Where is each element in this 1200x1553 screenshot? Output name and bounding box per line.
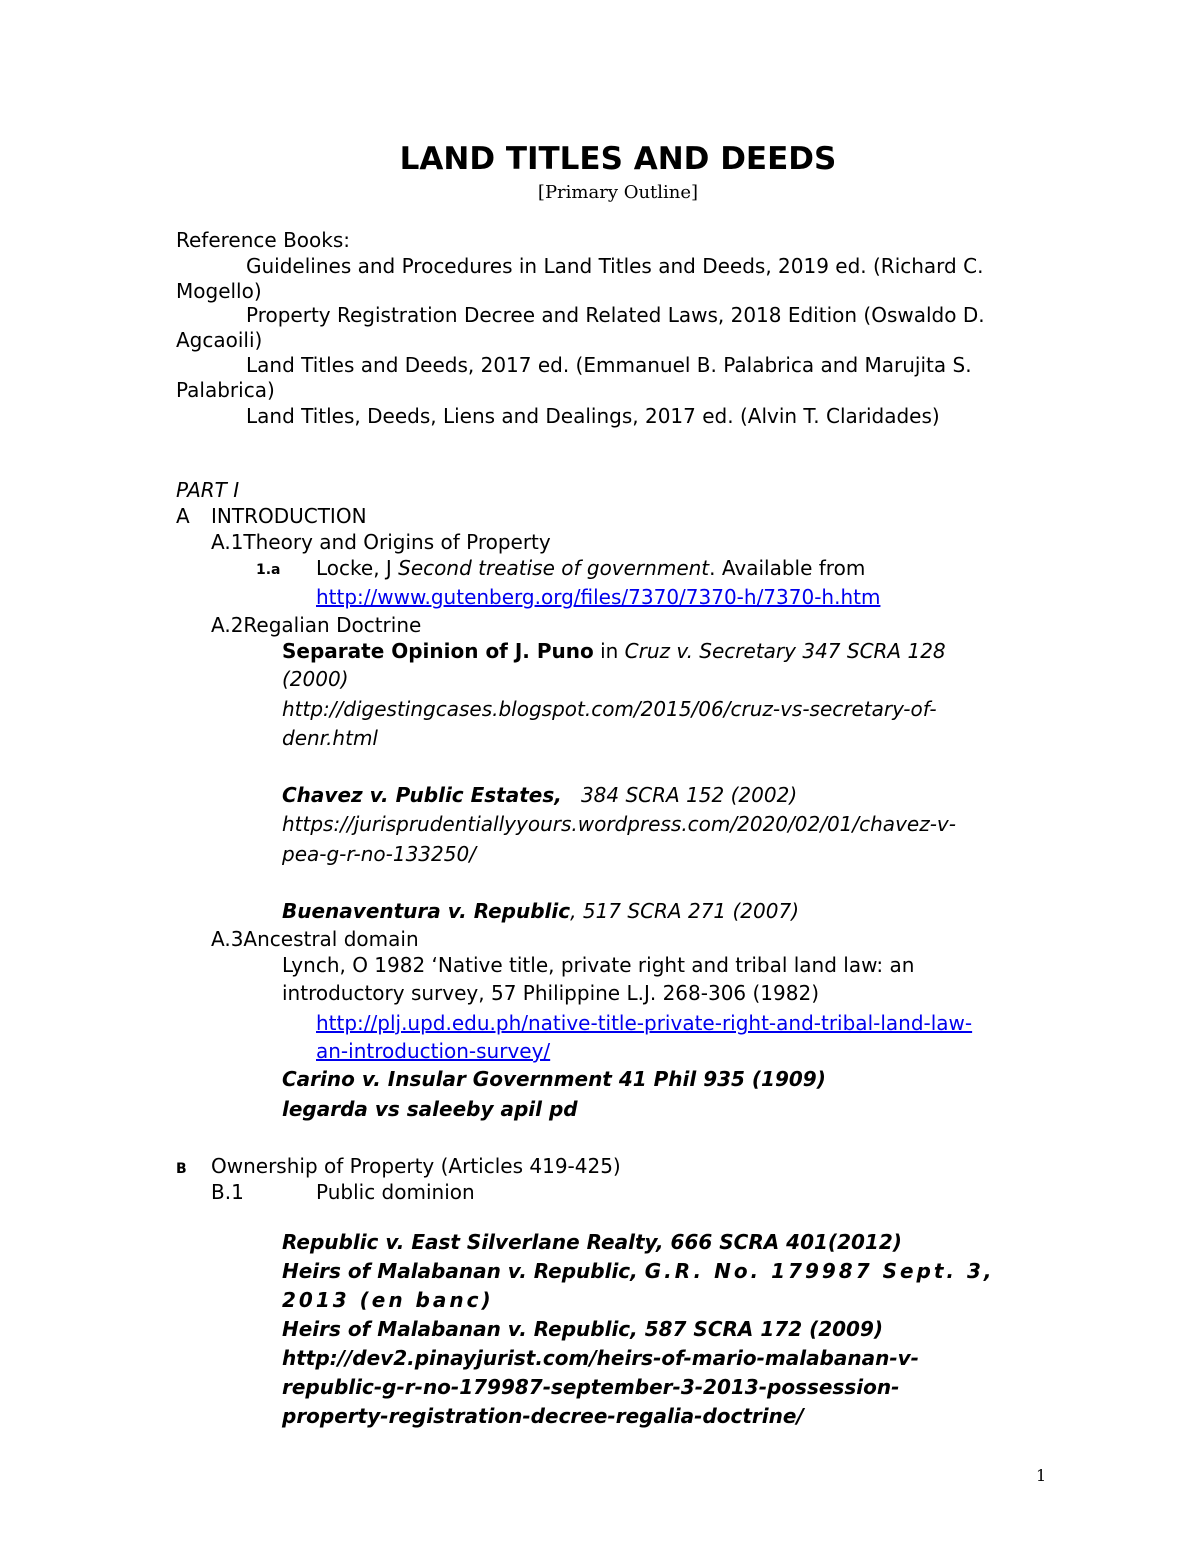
puno-case: Cruz v. Secretary 347 SCRA 128 — [624, 639, 946, 663]
section-b-letter: B — [176, 1161, 187, 1177]
puno-in: in — [593, 639, 625, 663]
locke-available: . Available from — [709, 556, 866, 580]
chavez-case — [282, 782, 797, 808]
section-b1-number: B.1 — [211, 1180, 244, 1204]
locke-reference — [316, 555, 865, 581]
malabanan-case-2009: Heirs of Malabanan v. Republic, 587 SCRA 172 (2009) — [282, 1317, 884, 1341]
document-subtitle: [Primary Outline] — [537, 182, 699, 203]
puno-url-line: http://digestingcases.blogspot.com/2015/06/cruz-vs-secretary-of- — [282, 697, 937, 721]
plj-link[interactable]: http://plj.upd.edu.ph/native-title-private-right-and-tribal-land-law- — [316, 1011, 973, 1035]
plj-link[interactable]: an-introduction-survey/ — [316, 1039, 551, 1063]
locke-work: Second treatise of government — [398, 556, 710, 580]
section-a-letter: A — [176, 504, 190, 528]
chavez-url-line: pea-g-r-no-133250/ — [282, 842, 476, 866]
legarda-case: legarda vs saleeby apil pd — [282, 1097, 578, 1121]
puno-opinion — [282, 638, 946, 664]
section-a2-title: A.2Regalian Doctrine — [211, 613, 422, 637]
pinayjurist-url-line: http://dev2.pinayjurist.com/heirs-of-mario-malabanan-v- — [282, 1346, 919, 1370]
locke-author: Locke, J — [316, 556, 399, 580]
puno-url-line: denr.html — [282, 726, 378, 750]
document-title: LAND TITLES AND DEEDS — [399, 141, 837, 177]
buenaventura-name: Buenaventura v. Republic — [282, 899, 571, 923]
malabanan-name: Heirs of Malabanan v. Republic, — [282, 1259, 645, 1283]
gutenberg-link[interactable]: http://www.gutenberg.org/files/7370/7370-h/7370-h.htm — [316, 585, 881, 609]
chavez-name: Chavez v. Public Estates, — [282, 783, 562, 807]
reference-line: Guidelines and Procedures in Land Titles and Deeds, 2019 ed. (Richard C. — [246, 254, 984, 278]
malabanan-gr: G.R. No. 179987 Sept. 3, — [644, 1259, 995, 1283]
buenaventura-case — [282, 898, 799, 924]
section-b-title: Ownership of Property (Articles 419-425) — [211, 1154, 621, 1178]
section-a3-title: A.3Ancestral domain — [211, 927, 419, 951]
reference-line: Mogello) — [176, 279, 262, 303]
pinayjurist-url-line: republic-g-r-no-179987-september-3-2013-possession- — [282, 1375, 900, 1399]
reference-line: Palabrica) — [176, 378, 275, 402]
section-a1-title: A.1Theory and Origins of Property — [211, 530, 551, 554]
chavez-citation: 384 SCRA 152 (2002) — [580, 783, 798, 807]
part-label: PART I — [176, 478, 240, 502]
reference-line: Land Titles, Deeds, Liens and Dealings, 2017 ed. (Alvin T. Claridades) — [246, 404, 940, 428]
page-number: 1 — [1036, 1466, 1047, 1485]
buenaventura-citation: , 517 SCRA 271 (2007) — [570, 899, 800, 923]
malabanan-case-2013 — [282, 1258, 995, 1284]
reference-line: Agcaoili) — [176, 328, 263, 352]
puno-opinion-title: Separate Opinion of J. Puno — [282, 639, 594, 663]
lynch-reference-line: introductory survey, 57 Philippine L.J. 268-306 (1982) — [282, 981, 820, 1005]
chavez-url-line: https://jurisprudentiallyyours.wordpress.com/2020/02/01/chavez-v- — [282, 812, 956, 836]
pinayjurist-url-line: property-registration-decree-regalia-doctrine/ — [282, 1404, 804, 1428]
reference-line: Land Titles and Deeds, 2017 ed. (Emmanuel B. Palabrica and Marujita S. — [246, 353, 972, 377]
silverlane-case: Republic v. East Silverlane Realty, 666 SCRA 401(2012) — [282, 1230, 902, 1254]
section-a-title: INTRODUCTION — [211, 504, 367, 528]
references-heading: Reference Books: — [176, 228, 351, 252]
reference-line: Property Registration Decree and Related Laws, 2018 Edition (Oswaldo D. — [246, 303, 985, 327]
lynch-reference-line: Lynch, O 1982 ‘Native title, private right and tribal land law: an — [282, 953, 915, 977]
item-1a-number: 1.a — [256, 562, 281, 578]
section-b1-title: Public dominion — [316, 1180, 475, 1204]
malabanan-gr-continued: 2013 (en banc) — [282, 1288, 494, 1312]
carino-case: Carino v. Insular Government 41 Phil 935 (1909) — [282, 1067, 826, 1091]
puno-year: (2000) — [282, 667, 349, 691]
